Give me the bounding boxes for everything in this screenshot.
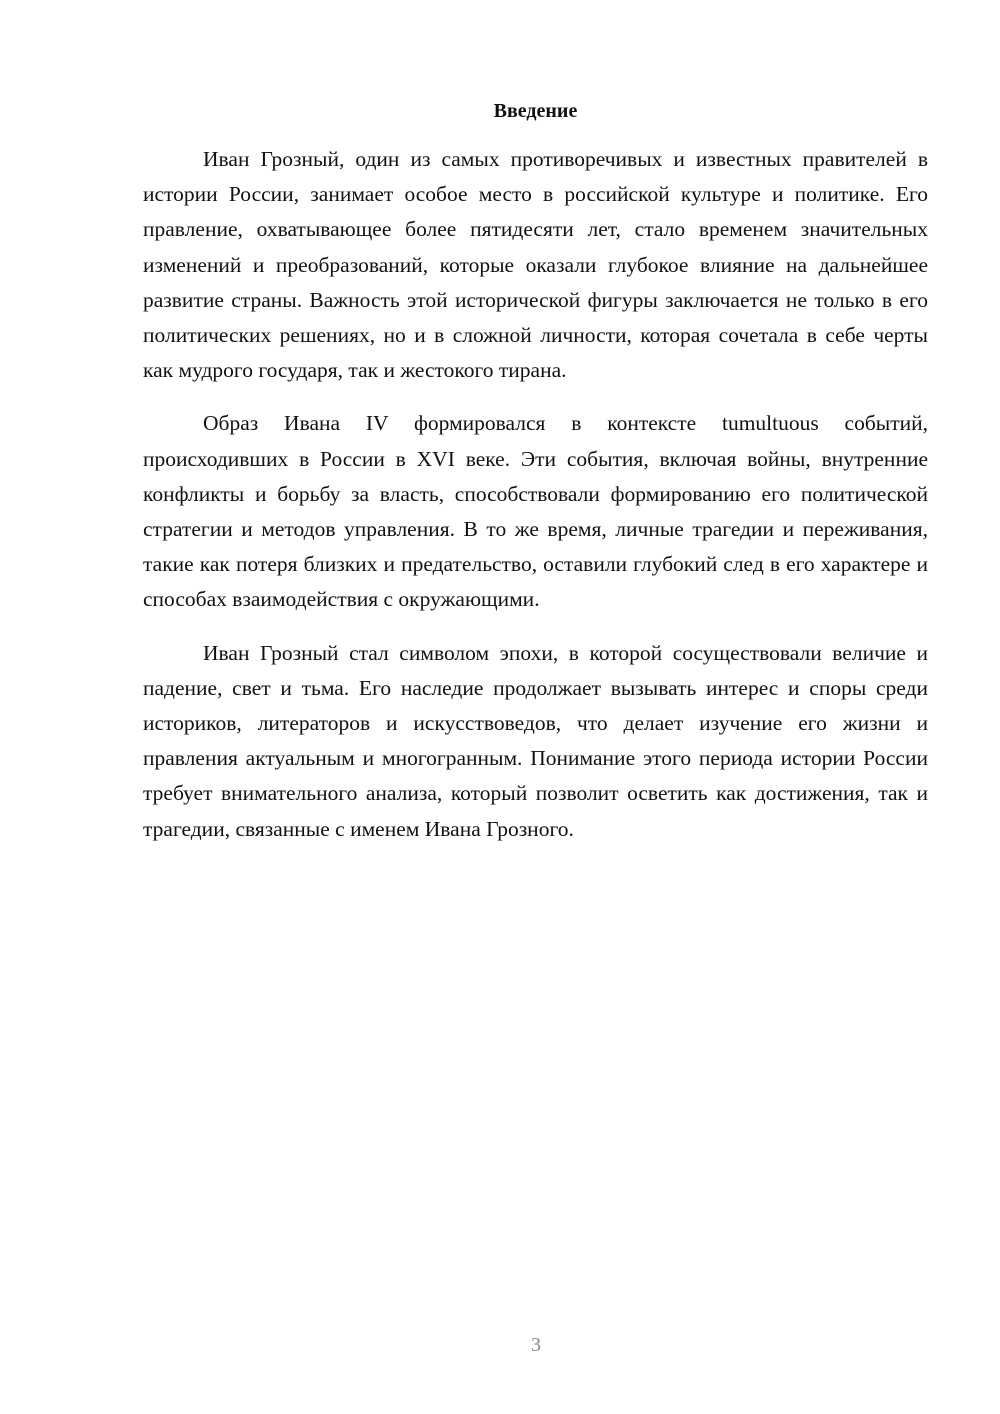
paragraph-2: Образ Ивана IV формировался в контексте tumultuous событий, происходивших в России в XVI веке. Эти события, включая войны, внутренние конфликты и борьбу за власть, способствовали формированию его политической стратегии и методов управления. В то же время, личные трагедии и переживания, такие как потеря близких и предательство, оставили глубокий след в его характере и способах взаимодействия с окружающими.: [143, 411, 928, 612]
section-heading: Введение: [493, 100, 578, 122]
page-content: [143, 96, 928, 865]
page-number: 3: [531, 1334, 541, 1356]
paragraph-1: Иван Грозный, один из самых противоречивых и известных правителей в истории России, занимает особое место в российской культуре и политике. Его правление, охватывающее более пятидесяти лет, стало временем значительных изменений и преобразований, которые оказали глубокое влияние на дальнейшее развитие страны. Важность этой исторической фигуры заключается не только в его политических решениях, но и в сложной личности, которая сочетала в себе черты как мудрого государя, так и жестокого тирана.: [143, 147, 928, 383]
paragraph-3: Иван Грозный стал символом эпохи, в которой сосуществовали величие и падение, свет и тьма. Его наследие продолжает вызывать интерес и споры среди историков, литераторов и искусствоведов, что делает изучение его жизни и правления актуальным и многогранным. Понимание этого периода истории России требует внимательного анализа, который позволит осветить как достижения, так и трагедии, связанные с именем Ивана Грозного.: [143, 640, 928, 841]
